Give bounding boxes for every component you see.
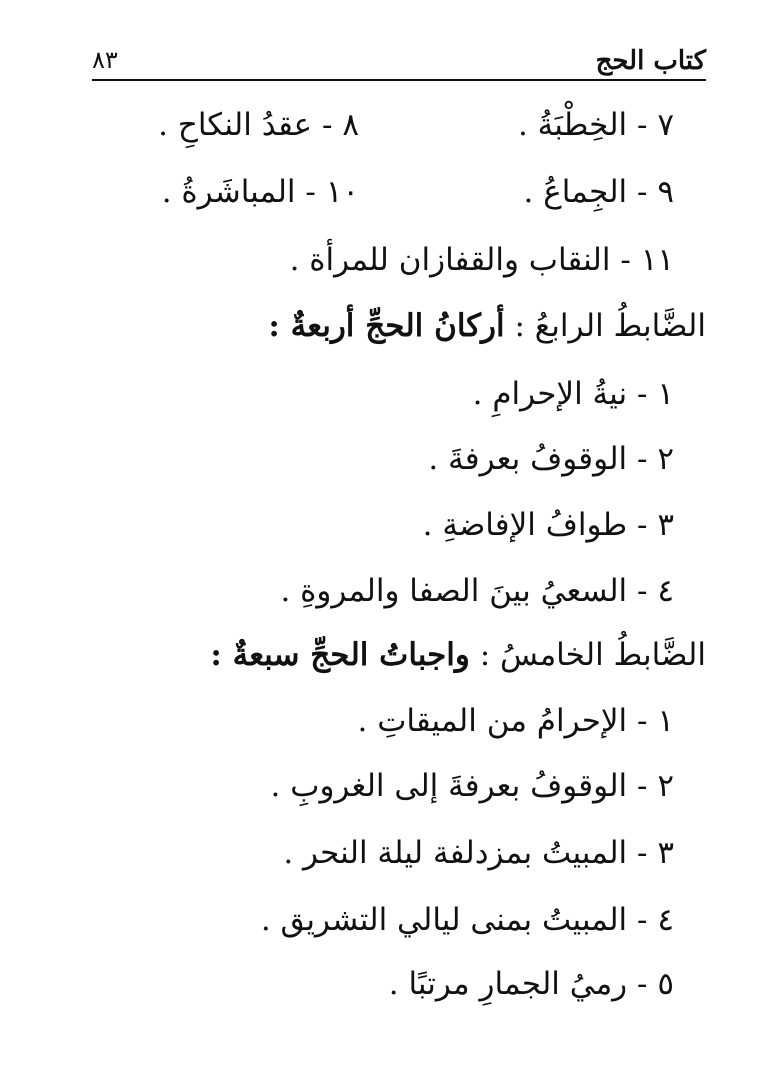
item-separator: -: [627, 441, 658, 477]
chapter-title: كتاب الحج: [595, 46, 706, 76]
item-number: ٧: [657, 107, 674, 143]
item-text: المبيتُ بمنى ليالي التشريق .: [260, 902, 628, 938]
heading-lead: الضَّابطُ الرابعُ :: [504, 308, 706, 344]
item-number: ٥: [657, 966, 674, 1002]
item-number: ٨: [342, 107, 359, 143]
section-heading: [268, 304, 706, 348]
list-item: [423, 503, 674, 547]
heading-lead: الضَّابطُ الخامسُ :: [469, 637, 706, 673]
item-number: ٣: [657, 835, 674, 871]
item-number: ١٠: [325, 174, 359, 210]
list-item: [518, 103, 674, 147]
list-item: [261, 898, 674, 942]
item-text: المباشَرةُ .: [161, 174, 296, 210]
item-text: الجِماعُ .: [523, 174, 628, 210]
list-item: [162, 170, 359, 214]
list-item: [280, 569, 674, 613]
item-text: رميُ الجمارِ مرتبًا .: [388, 966, 628, 1002]
list-item: [358, 699, 674, 743]
item-text: السعيُ بينَ الصفا والمروةِ .: [280, 573, 628, 609]
item-text: طوافُ الإفاضةِ .: [422, 507, 628, 543]
item-number: ٤: [657, 902, 674, 938]
item-number: ٩: [657, 174, 674, 210]
item-separator: -: [295, 174, 326, 210]
list-item: [473, 372, 674, 416]
item-separator: -: [627, 703, 658, 739]
item-number: ١: [657, 703, 674, 739]
item-separator: -: [627, 966, 658, 1002]
item-separator: -: [627, 507, 658, 543]
list-item: [428, 437, 674, 481]
item-text: الخِطْبَةُ .: [517, 107, 628, 143]
item-number: ١: [657, 376, 674, 412]
item-number: ٢: [657, 768, 674, 804]
item-text: الإحرامُ من الميقاتِ .: [357, 703, 628, 739]
item-number: ٣: [657, 507, 674, 543]
list-item: [524, 170, 675, 214]
item-separator: -: [627, 174, 658, 210]
item-text: المبيتُ بمزدلفة ليلة النحر .: [283, 835, 628, 871]
item-number: ٢: [657, 441, 674, 477]
list-item: [389, 962, 674, 1006]
heading-title: واجباتُ الحجِّ سبعةٌ :: [210, 637, 470, 673]
page-number: ٨٣: [92, 46, 118, 74]
section-heading: [210, 633, 706, 677]
item-separator: -: [627, 768, 658, 804]
item-number: ٤: [657, 573, 674, 609]
item-text: الوقوفُ بعرفةَ .: [428, 441, 628, 477]
list-item: [290, 238, 674, 282]
item-separator: -: [627, 107, 658, 143]
item-separator: -: [627, 376, 658, 412]
item-number: ١١: [640, 242, 674, 278]
item-text: نيةُ الإحرامِ .: [472, 376, 628, 412]
list-item: [283, 831, 674, 875]
item-separator: -: [627, 573, 658, 609]
heading-title: أركانُ الحجِّ أربعةٌ :: [268, 308, 505, 344]
header-rule: [92, 79, 706, 81]
item-separator: -: [627, 835, 658, 871]
item-text: النقاب والقفازان للمرأة .: [289, 242, 611, 278]
list-item: [271, 764, 674, 808]
running-header: [92, 38, 706, 78]
item-separator: -: [312, 107, 343, 143]
item-text: عقدُ النكاحِ .: [158, 107, 313, 143]
item-separator: -: [610, 242, 641, 278]
item-separator: -: [627, 902, 658, 938]
list-item: [158, 103, 359, 147]
item-text: الوقوفُ بعرفةَ إلى الغروبِ .: [270, 768, 628, 804]
